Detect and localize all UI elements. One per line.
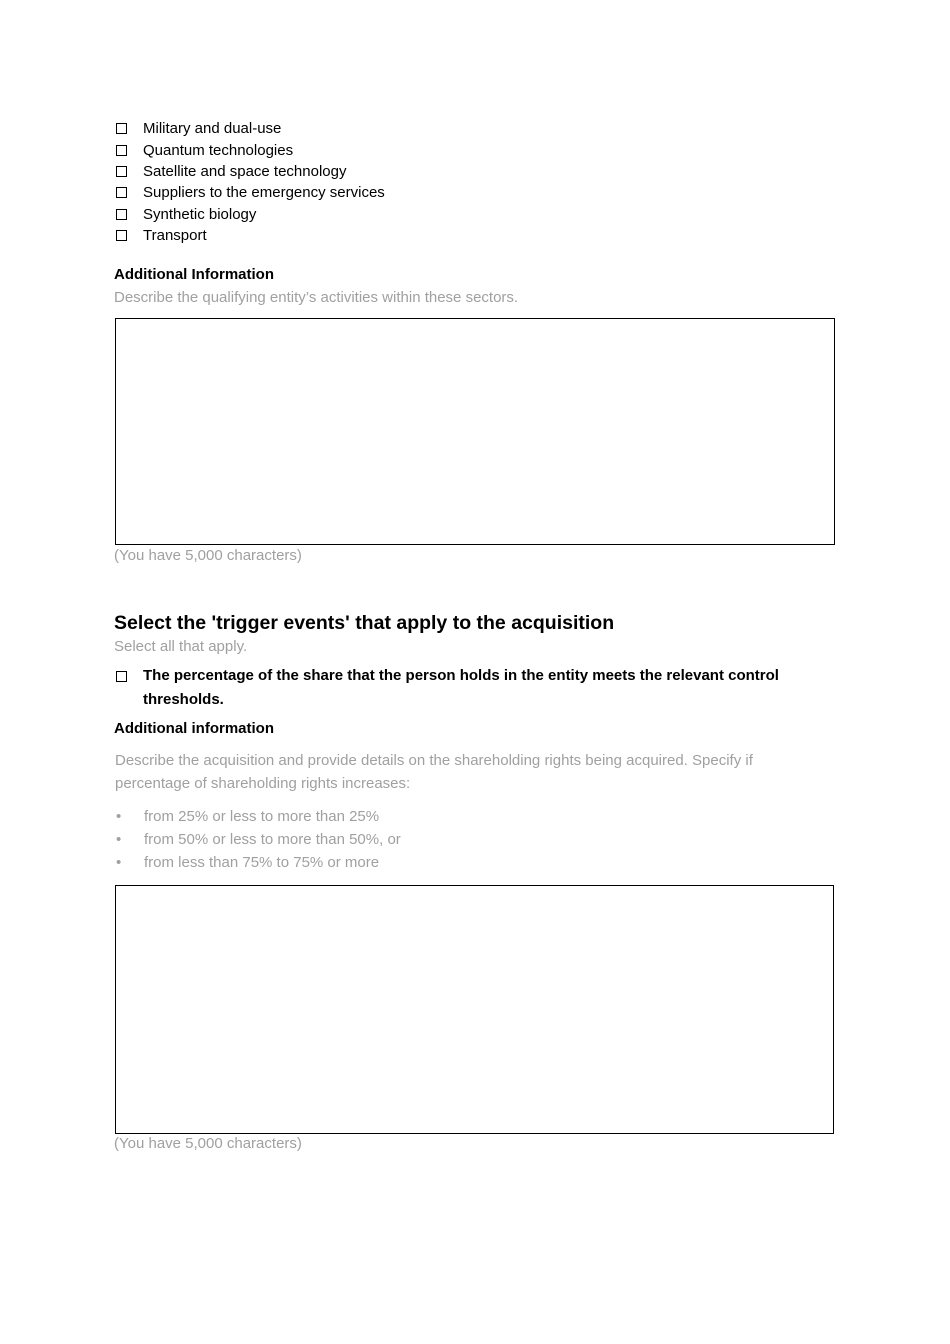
sector-option-emergency-services[interactable] xyxy=(114,182,836,203)
checkbox-unchecked[interactable] xyxy=(116,166,127,177)
sector-option-label: Quantum technologies xyxy=(143,141,294,159)
bullet-text: from less than 75% to 75% or more xyxy=(144,854,380,872)
additional-info-heading: Additional information xyxy=(114,720,274,738)
threshold-bullet-list xyxy=(114,805,836,874)
sector-option-quantum[interactable] xyxy=(114,139,836,160)
checkbox-unchecked[interactable] xyxy=(116,209,127,220)
acquisition-details-textarea[interactable] xyxy=(115,885,834,1134)
sector-option-label: Satellite and space technology xyxy=(143,162,347,180)
list-item xyxy=(114,805,836,828)
form-page xyxy=(114,118,836,1152)
sector-option-satellite[interactable] xyxy=(114,161,836,182)
trigger-events-hint: Select all that apply. xyxy=(114,638,248,656)
sector-option-label: Transport xyxy=(143,227,207,245)
bullet-icon: • xyxy=(116,808,122,826)
bullet-icon: • xyxy=(116,831,122,849)
sector-option-label: Suppliers to the emergency services xyxy=(143,184,385,202)
list-item xyxy=(114,851,836,874)
list-item xyxy=(114,828,836,851)
sector-option-synthetic-biology[interactable] xyxy=(114,204,836,225)
acquisition-description-hint: Describe the acquisition and provide details on the shareholding rights being acquired. Specify if percentage of shareholding rights increases: xyxy=(115,752,753,793)
bullet-text: from 25% or less to more than 25% xyxy=(144,808,380,826)
sector-option-label: Synthetic biology xyxy=(143,205,257,223)
trigger-option-label: The percentage of the share that the person holds in the entity meets the relevant control thresholds. xyxy=(143,667,779,709)
checkbox-unchecked[interactable] xyxy=(116,123,127,134)
bullet-icon: • xyxy=(116,854,122,872)
trigger-events-title: Select the 'trigger events' that apply to the acquisition xyxy=(114,612,615,635)
additional-info-hint: Describe the qualifying entity’s activities within these sectors. xyxy=(114,289,519,307)
sector-checkbox-list xyxy=(114,118,836,246)
bullet-text: from 50% or less to more than 50%, or xyxy=(144,831,401,849)
checkbox-unchecked[interactable] xyxy=(116,187,127,198)
sector-option-military[interactable] xyxy=(114,118,836,139)
trigger-option-control-thresholds[interactable] xyxy=(114,664,836,712)
sector-activities-textarea[interactable] xyxy=(115,318,835,545)
character-counter: (You have 5,000 characters) xyxy=(114,547,302,565)
checkbox-unchecked[interactable] xyxy=(116,230,127,241)
checkbox-unchecked[interactable] xyxy=(116,145,127,156)
checkbox-unchecked[interactable] xyxy=(116,671,127,682)
sector-option-transport[interactable] xyxy=(114,225,836,246)
sector-option-label: Military and dual-use xyxy=(143,120,282,138)
additional-info-heading: Additional Information xyxy=(114,266,274,284)
character-counter: (You have 5,000 characters) xyxy=(114,1135,302,1153)
